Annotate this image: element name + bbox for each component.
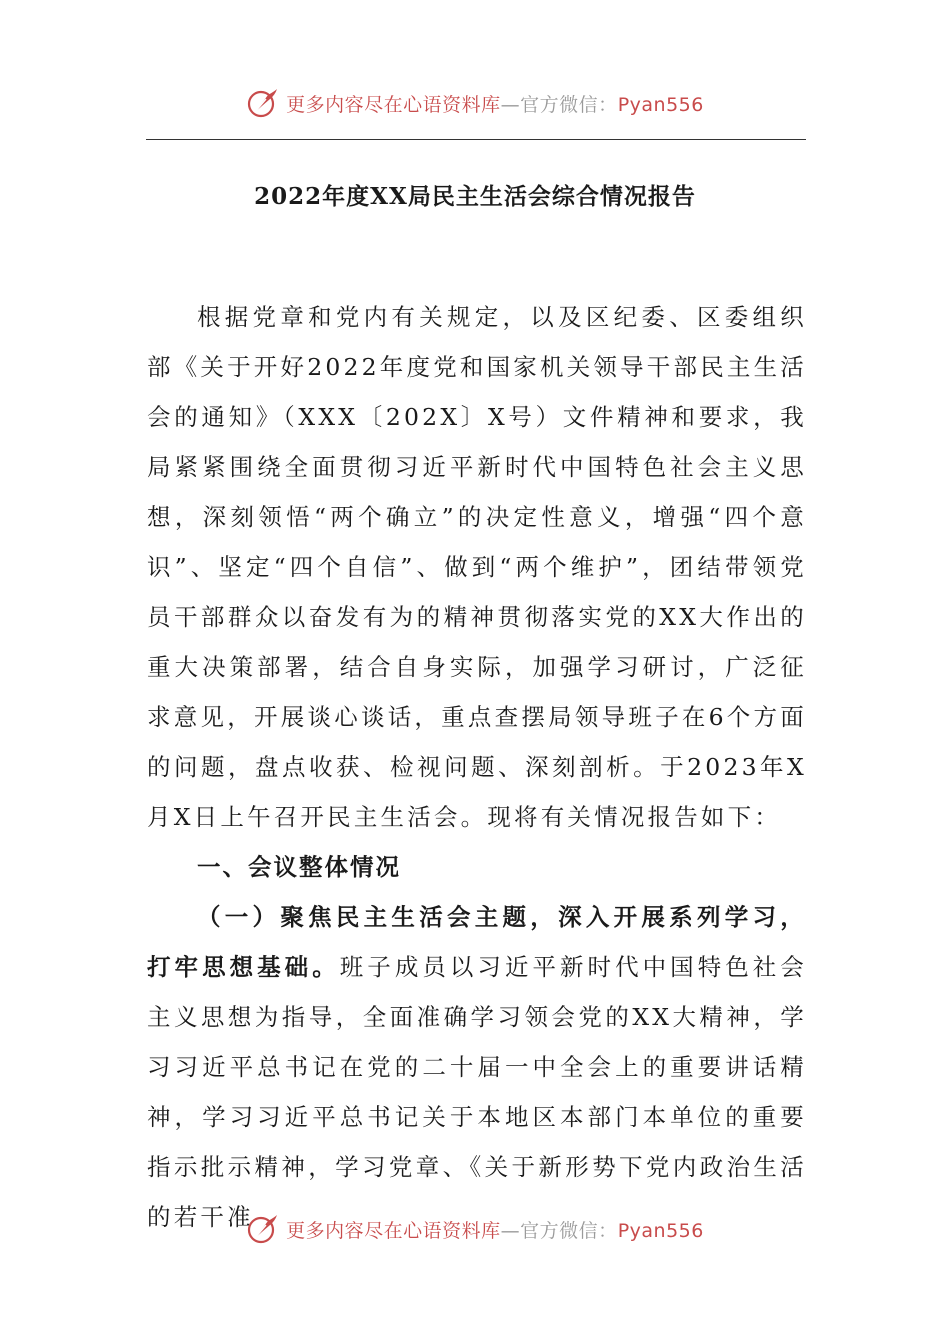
- watermark-info: 官方微信：: [520, 1219, 618, 1242]
- header-rule: [146, 139, 806, 140]
- watermark-banner-top: [0, 83, 950, 123]
- watermark-main: 更多内容尽在心语资料库: [286, 1219, 501, 1242]
- quill-logo-icon: [246, 1212, 280, 1246]
- intro-paragraph: 根据党章和党内有关规定，以及区纪委、区委组织部《关于开好2022年度党和国家机关领导干部民主生活会的通知》（XXX〔202X〕X号）文件精神和要求，我局紧紧围绕全面贯彻习近平新时代中国特色社会主义思想，深刻领悟“两个确立”的决定性意义，增强“四个意识”、坚定“四个自信”、做到“两个维护”，团结带领党员干部群众以奋发有为的精神贯彻落实党的XX大作出的重大决策部署，结合自身实际，加强学习研讨，广泛征求意见，开展谈心谈话，重点查摆局领导班子在6个方面的问题，盘点收获、检视问题、深刻剖析。于2023年X月X日上午召开民主生活会。现将有关情况报告如下：: [147, 303, 808, 831]
- section-heading: 一、会议整体情况: [197, 853, 401, 881]
- watermark-info: 官方微信：: [520, 93, 618, 116]
- quill-logo-icon: [246, 86, 280, 120]
- subsection-text: 班子成员以习近平新时代中国特色社会主义思想为指导，全面准确学习领会党的XX大精神，学习习近平总书记在党的二十届一中全会上的重要讲话精神，学习习近平总书记关于本地区本部门本单位的重要指示批示精神，学习党章、《关于新形势下党内政治生活的若干准: [147, 953, 807, 1231]
- watermark-text: [286, 1216, 704, 1243]
- watermark-id: Pyan556: [617, 1219, 704, 1242]
- subsection-paragraph: [147, 892, 807, 1242]
- document-title: 2022年度XX局民主生活会综合情况报告: [254, 183, 696, 210]
- document-body: [147, 292, 807, 1242]
- watermark-separator: —: [500, 1219, 521, 1242]
- watermark-main: 更多内容尽在心语资料库: [286, 93, 501, 116]
- subsection-heading: （一）聚焦民主生活会主题，深入开展系列学习，打牢思想基础。: [147, 903, 807, 981]
- watermark-text: [286, 90, 704, 117]
- watermark-id: Pyan556: [617, 93, 704, 116]
- watermark-banner-bottom: [0, 1209, 950, 1249]
- watermark-separator: —: [500, 93, 521, 116]
